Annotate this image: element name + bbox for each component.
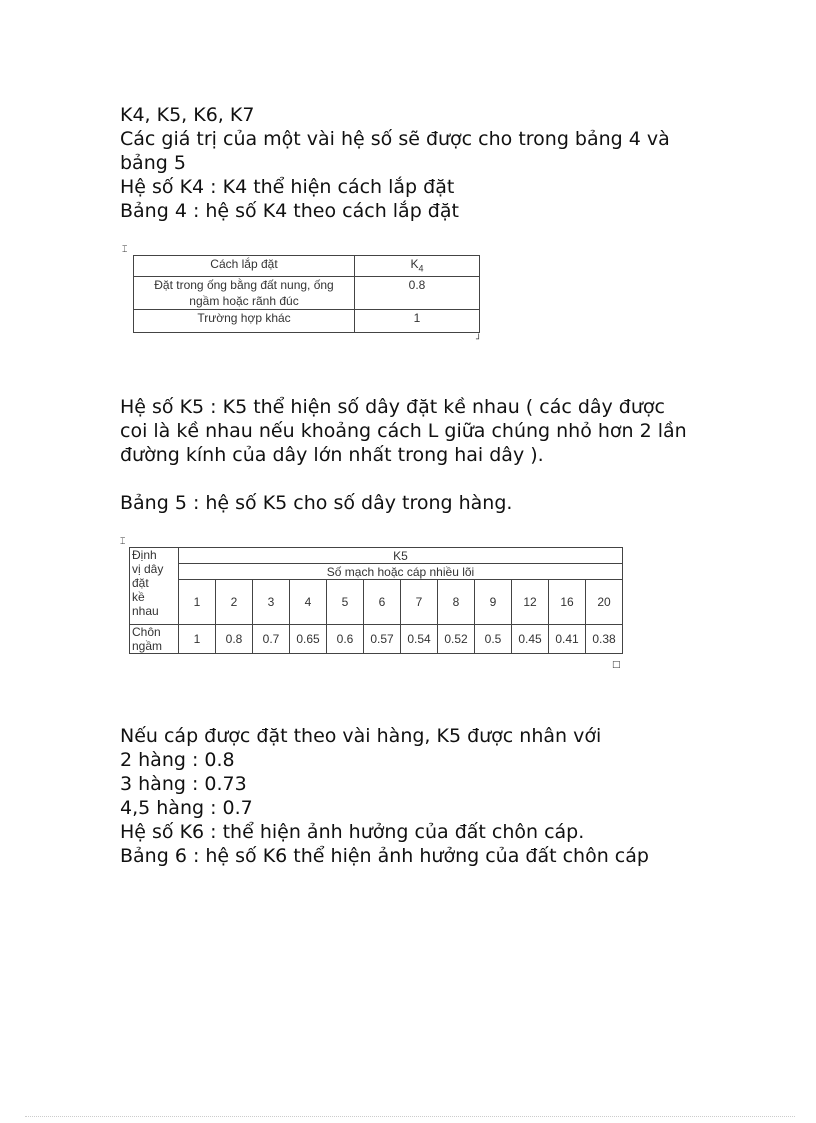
table5-col-header: 20	[586, 580, 623, 625]
intro-text	[120, 103, 670, 223]
table5-caption: Bảng 5 : hệ số K5 cho số dây trong hàng.	[120, 492, 513, 514]
table5-figure	[120, 537, 630, 672]
table-row	[134, 310, 480, 333]
table5-col-header: 6	[364, 580, 401, 625]
table5-value: 0.6	[327, 625, 364, 654]
table5-col-header: 9	[475, 580, 512, 625]
table5-value: 0.65	[290, 625, 327, 654]
intro-line: bảng 5	[120, 152, 186, 174]
table-row	[130, 580, 623, 625]
outro-line: Hệ số K6 : thể hiện ảnh hưởng của đất chôn cáp.	[120, 821, 585, 843]
intro-line: Bảng 4 : hệ số K4 theo cách lắp đặt	[120, 200, 459, 222]
table-row	[130, 548, 623, 564]
table4-cell-method: Trường hợp khác	[134, 310, 355, 333]
table4-cell-value: 1	[355, 310, 480, 333]
table5-value: 0.57	[364, 625, 401, 654]
k5-line: Hệ số K5 : K5 thể hiện số dây đặt kề nhau ( các dây được	[120, 396, 665, 418]
table-row	[134, 256, 480, 277]
table-row	[130, 625, 623, 654]
table5-header-k5: K5	[179, 548, 623, 564]
intro-line: Các giá trị của một vài hệ số sẽ được cho trong bảng 4 và	[120, 128, 670, 150]
table4-cell-value: 0.8	[355, 277, 480, 310]
k5-line: đường kính của dây lớn nhất trong hai dây ).	[120, 444, 544, 466]
table-corner-mark: ┘	[476, 335, 482, 345]
table-row	[130, 564, 623, 580]
table4-header-k4: $K_4$	[355, 256, 480, 277]
outro-line: Nếu cáp được đặt theo vài hàng, K5 được nhân với	[120, 725, 602, 747]
table-anchor-icon: ⌶	[120, 537, 126, 547]
table5-col-header: 1	[179, 580, 216, 625]
table5-value: 0.52	[438, 625, 475, 654]
outro-line: 2 hàng : 0.8	[120, 749, 235, 771]
table5-col-header: 16	[549, 580, 586, 625]
table-row	[134, 277, 480, 310]
table5-value: 1	[179, 625, 216, 654]
table5-value: 0.5	[475, 625, 512, 654]
table4	[133, 255, 480, 333]
table4-cell-method: Đặt trong ống bằng đất nung, ống ngầm hoặc rãnh đúc	[134, 277, 355, 310]
table5-col-header: 12	[512, 580, 549, 625]
intro-line: Hệ số K4 : K4 thể hiện cách lắp đặt	[120, 176, 455, 198]
table5-value: 0.7	[253, 625, 290, 654]
table5-value: 0.8	[216, 625, 253, 654]
k5-description	[120, 395, 687, 467]
table5-value: 0.54	[401, 625, 438, 654]
outro-text	[120, 724, 649, 868]
table5-col-header: 3	[253, 580, 290, 625]
table5-value: 0.41	[549, 625, 586, 654]
table5-value-row-label: Chôn ngầm	[130, 625, 179, 654]
table5-col-header: 8	[438, 580, 475, 625]
table5-col-header: 5	[327, 580, 364, 625]
k5-line: coi là kề nhau nếu khoảng cách L giữa chúng nhỏ hơn 2 lần	[120, 420, 687, 442]
table4-header-method: Cách lắp đặt	[134, 256, 355, 277]
outro-line: Bảng 6 : hệ số K6 thể hiện ảnh hưởng của đất chôn cáp	[120, 845, 649, 867]
table5-value: 0.45	[512, 625, 549, 654]
table-anchor-icon: ⌶	[122, 245, 128, 255]
table5-value: 0.38	[586, 625, 623, 654]
table4-figure	[120, 245, 490, 345]
table5-row-label: Định vị dây đặt kề nhau	[130, 548, 179, 625]
table5-col-header: 4	[290, 580, 327, 625]
outro-line: 3 hàng : 0.73	[120, 773, 247, 795]
table5-col-header: 2	[216, 580, 253, 625]
outro-line: 4,5 hàng : 0.7	[120, 797, 253, 819]
table5	[129, 547, 623, 654]
table5-col-header: 7	[401, 580, 438, 625]
table5-subheader: Số mạch hoặc cáp nhiều lõi	[179, 564, 623, 580]
page-bottom-divider	[25, 1116, 795, 1117]
intro-line: K4, K5, K6, K7	[120, 104, 255, 126]
table-corner-mark: □	[612, 660, 621, 670]
